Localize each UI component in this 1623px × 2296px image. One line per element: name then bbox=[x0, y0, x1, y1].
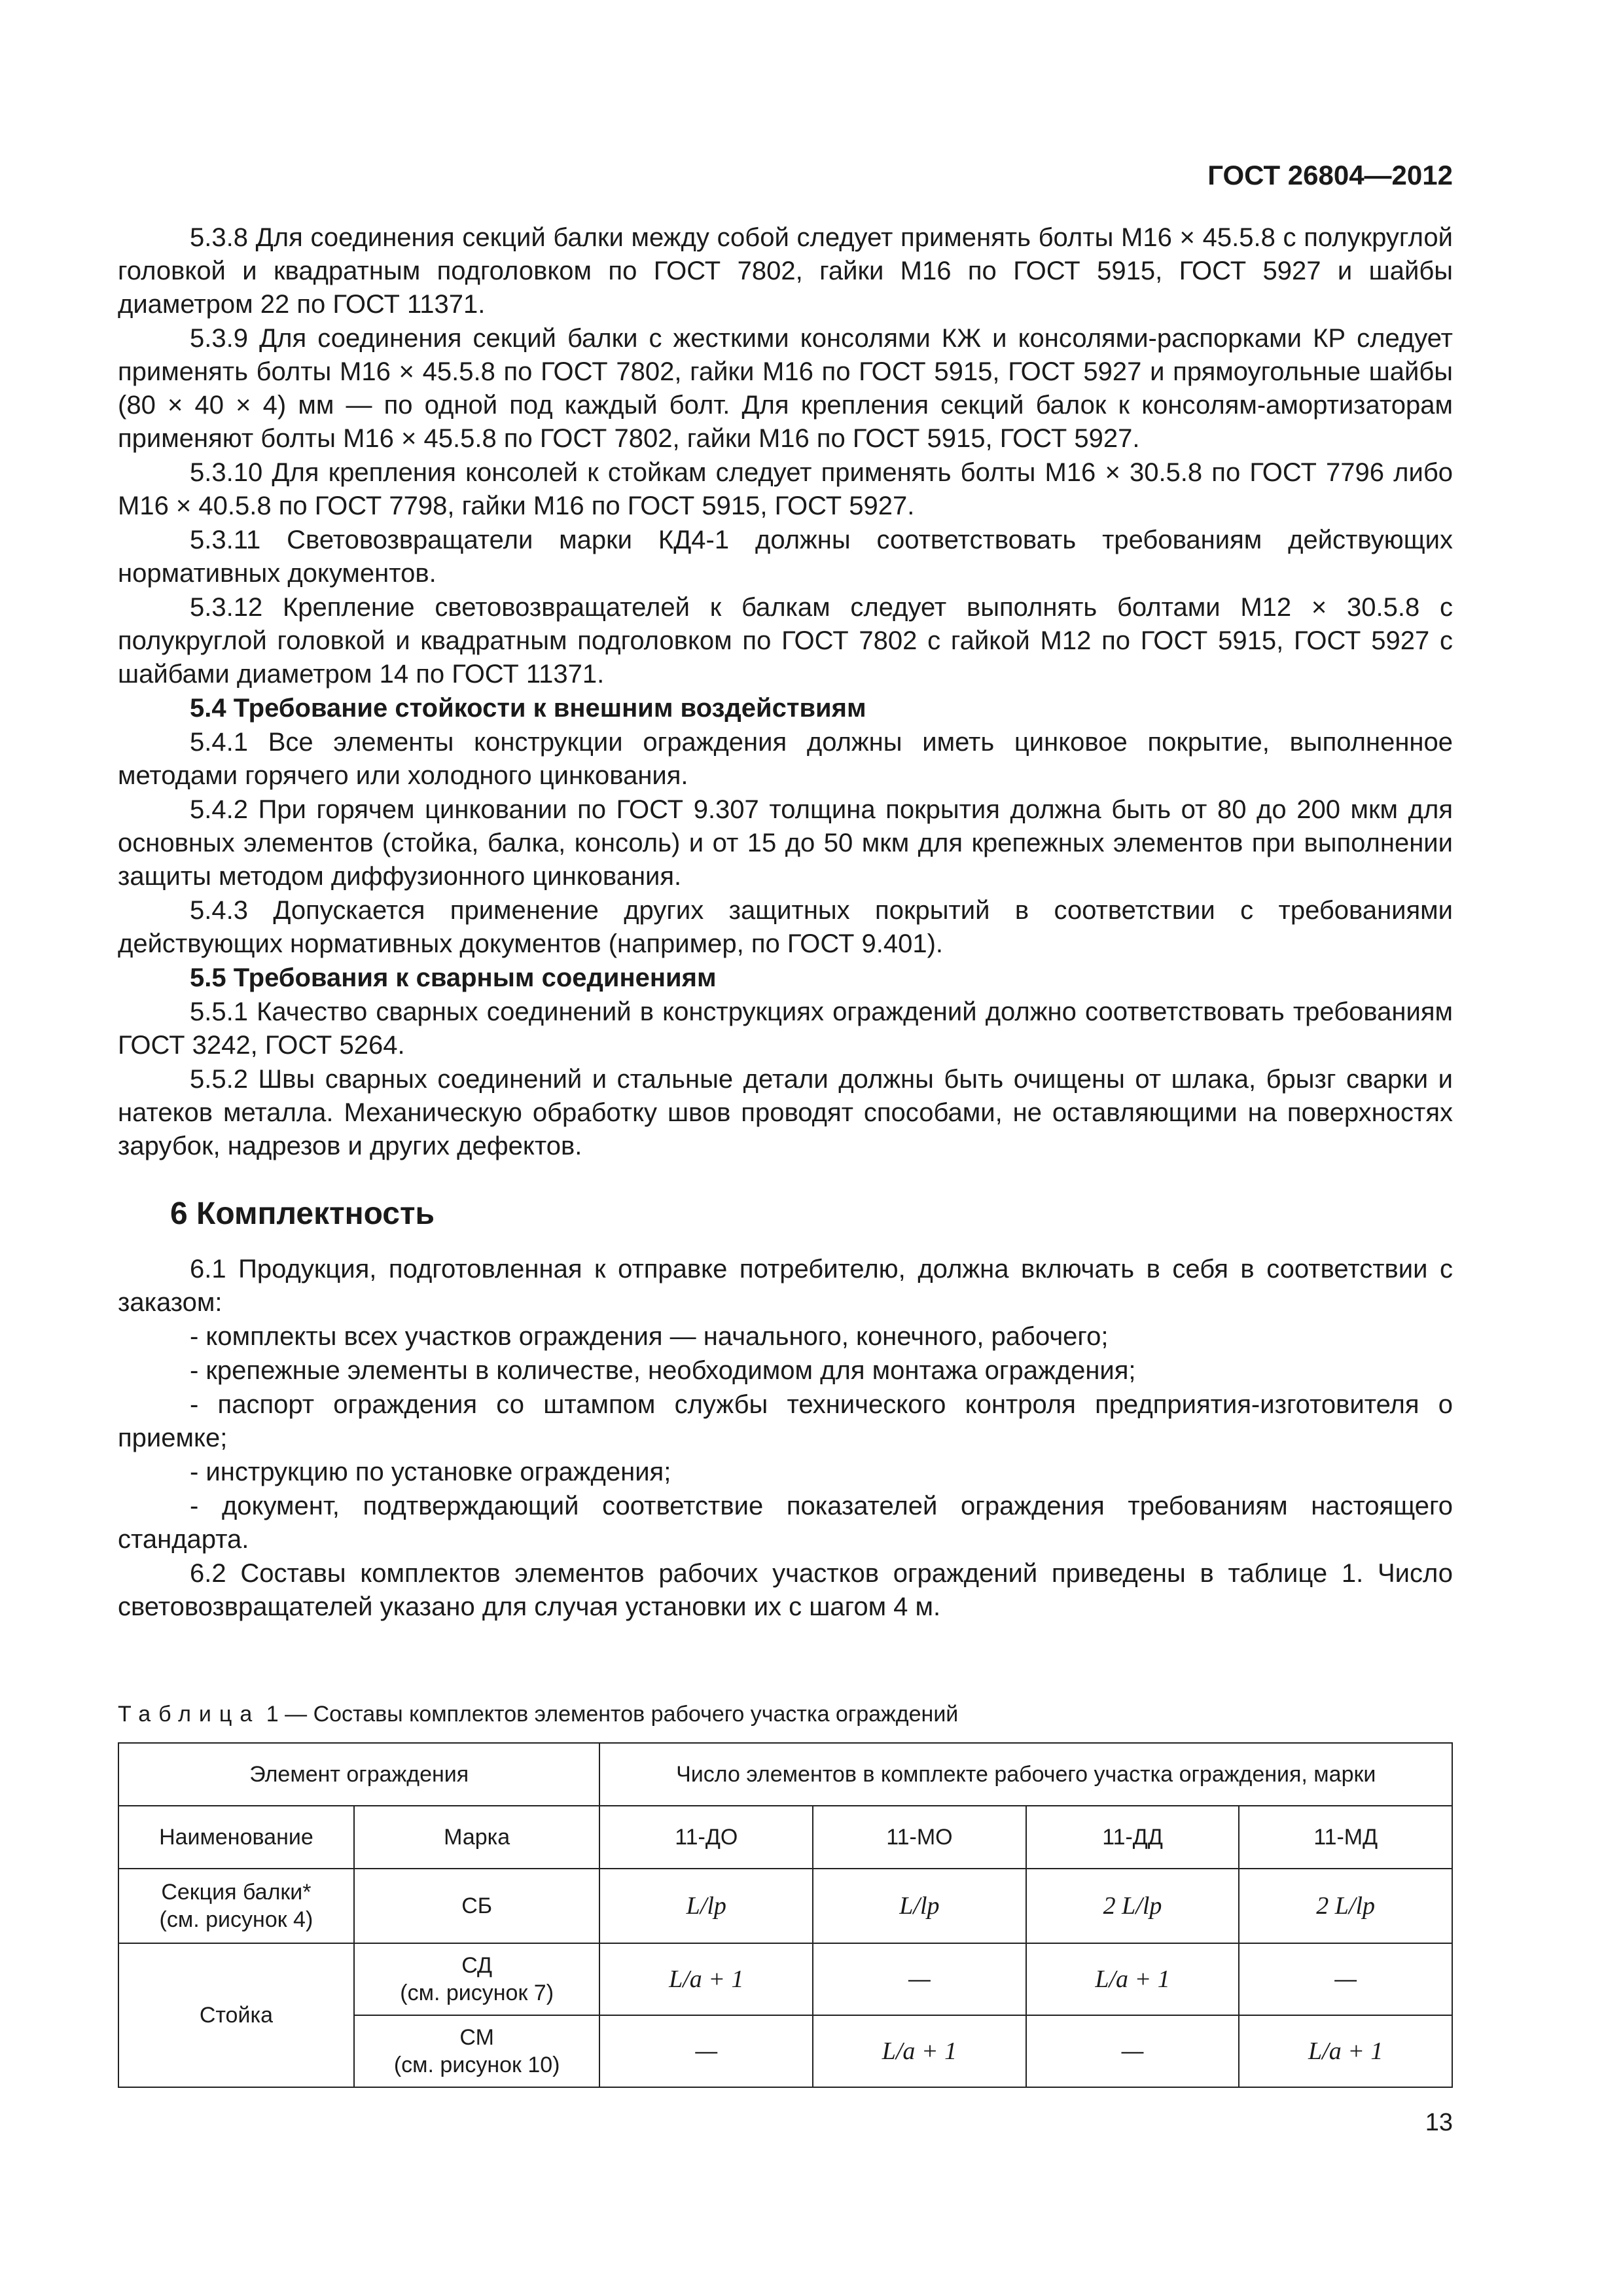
cell-value: — bbox=[813, 1943, 1026, 2015]
cell-value: L/a + 1 bbox=[599, 1943, 813, 2015]
section-heading-6: 6 Комплектность bbox=[170, 1196, 435, 1231]
header-mark-11-mo: 11-МО bbox=[813, 1806, 1026, 1869]
header-mark-11-md: 11-МД bbox=[1239, 1806, 1452, 1869]
cell-value: — bbox=[599, 2015, 813, 2087]
components-table bbox=[118, 1742, 1453, 2088]
section-heading-5-5: 5.5 Требования к сварным соединениям bbox=[190, 963, 717, 992]
cell-text: (см. рисунок 7) bbox=[400, 1981, 554, 2005]
cell-text: (см. рисунок 10) bbox=[393, 2053, 560, 2077]
header-mark: Марка bbox=[354, 1806, 600, 1869]
paragraph-5-4-1: 5.4.1 Все элементы конструкции ограждения должны иметь цинковое покрытие, выполненное методами горячего или холодного цинкования. bbox=[118, 728, 1453, 790]
header-count: Число элементов в комплекте рабочего участка ограждения, марки bbox=[599, 1743, 1452, 1806]
header-mark-11-dd: 11-ДД bbox=[1026, 1806, 1240, 1869]
document-body bbox=[118, 221, 1453, 1624]
list-item: - паспорт ограждения со штампом службы технического контроля предприятия-изготовителя о приемке; bbox=[118, 1390, 1453, 1452]
cell-value: 2 L/lр bbox=[1026, 1869, 1240, 1943]
table-row bbox=[118, 1869, 1452, 1943]
list-item: - инструкцию по установке ограждения; bbox=[190, 1458, 671, 1486]
cell-text: Секция балки* bbox=[161, 1880, 312, 1905]
cell-text: (см. рисунок 4) bbox=[159, 1907, 313, 1932]
list-item: - комплекты всех участков ограждения — начального, конечного, рабочего; bbox=[190, 1322, 1109, 1351]
cell-value: L/a + 1 bbox=[813, 2015, 1026, 2087]
page-number: 13 bbox=[1425, 2109, 1453, 2136]
cell-value: L/a + 1 bbox=[1239, 2015, 1452, 2087]
cell-sd-mark bbox=[354, 1943, 600, 2015]
cell-value: L/lр bbox=[813, 1869, 1026, 1943]
header-element: Элемент ограждения bbox=[118, 1743, 599, 1806]
header-mark-11-do: 11-ДО bbox=[599, 1806, 813, 1869]
header-name: Наименование bbox=[118, 1806, 354, 1869]
cell-beam-name bbox=[118, 1869, 354, 1943]
paragraph-5-5-1: 5.5.1 Качество сварных соединений в конструкциях ограждений должно соответствовать требованиям ГОСТ 3242, ГОСТ 5264. bbox=[118, 997, 1453, 1060]
cell-post-name: Стойка bbox=[118, 1943, 354, 2087]
paragraph-5-3-8: 5.3.8 Для соединения секций балки между собой следует применять болты М16 × 45.5.8 с полукруглой головкой и квадратным подголовком по ГОСТ 7802, гайки М16 по ГОСТ 5915, ГОСТ 5927 и шайбы диаметром 22 по ГОСТ 11371. bbox=[118, 223, 1453, 319]
table-caption-label: Таблица bbox=[118, 1702, 260, 1727]
cell-value: — bbox=[1239, 1943, 1452, 2015]
document-code-header: ГОСТ 26804—2012 bbox=[1207, 160, 1453, 190]
paragraph-5-3-9: 5.3.9 Для соединения секций балки с жесткими консолями КЖ и консолями-распорками КР следует применять болты М16 × 45.5.8 по ГОСТ 7802, гайки М16 по ГОСТ 5915, ГОСТ 5927 и прямоугольные шайбы (80 × 40 × 4) мм — по одной под каждый болт. Для крепления секций балок к консолям-амортизаторам применяют болты М16 × 45.5.8 по ГОСТ 7802, гайки М16 по ГОСТ 5915, ГОСТ 5927. bbox=[118, 324, 1453, 453]
cell-value: L/a + 1 bbox=[1026, 1943, 1240, 2015]
table-subheader-row bbox=[118, 1806, 1452, 1869]
paragraph-6-2: 6.2 Составы комплектов элементов рабочих участков ограждений приведены в таблице 1. Число световозвращателей указано для случая установки их с шагом 4 м. bbox=[118, 1559, 1453, 1621]
cell-beam-mark: СБ bbox=[354, 1869, 600, 1943]
table-row bbox=[118, 1943, 1452, 2015]
paragraph-5-5-2: 5.5.2 Швы сварных соединений и стальные детали должны быть очищены от шлака, брызг сварки и натеков металла. Механическую обработку швов проводят способами, не оставляющими на поверхностях зарубок, надрезов и других дефектов. bbox=[118, 1065, 1453, 1160]
paragraph-6-1: 6.1 Продукция, подготовленная к отправке потребителю, должна включать в себя в соответствии с заказом: bbox=[118, 1255, 1453, 1317]
list-item: - крепежные элементы в количестве, необходимом для монтажа ограждения; bbox=[190, 1356, 1136, 1385]
table-caption-text: 1 — Составы комплектов элементов рабочего участка ограждений bbox=[266, 1702, 959, 1727]
paragraph-5-4-2: 5.4.2 При горячем цинковании по ГОСТ 9.307 толщина покрытия должна быть от 80 до 200 мкм для основных элементов (стойка, балка, консоль) и от 15 до 50 мкм для крепежных элементов при выполнении защиты методом диффузионного цинкования. bbox=[118, 795, 1453, 891]
cell-value: — bbox=[1026, 2015, 1240, 2087]
cell-value: 2 L/lр bbox=[1239, 1869, 1452, 1943]
table-header-row bbox=[118, 1743, 1452, 1806]
table-caption bbox=[118, 1702, 958, 1727]
paragraph-5-3-11: 5.3.11 Световозвращатели марки КД4-1 должны соответствовать требованиям действующих нормативных документов. bbox=[118, 526, 1453, 588]
list-item: - документ, подтверждающий соответствие показателей ограждения требованиям настоящего стандарта. bbox=[118, 1492, 1453, 1554]
cell-value: L/lр bbox=[599, 1869, 813, 1943]
cell-text: СД bbox=[461, 1953, 493, 1978]
paragraph-5-3-10: 5.3.10 Для крепления консолей к стойкам следует применять болты М16 × 30.5.8 по ГОСТ 7796 либо М16 × 40.5.8 по ГОСТ 7798, гайки М16 по ГОСТ 5915, ГОСТ 5927. bbox=[118, 458, 1453, 520]
section-heading-5-4: 5.4 Требование стойкости к внешним воздействиям bbox=[190, 694, 866, 723]
cell-sm-mark bbox=[354, 2015, 600, 2087]
paragraph-5-4-3: 5.4.3 Допускается применение других защитных покрытий в соответствии с требованиями действующих нормативных документов (например, по ГОСТ 9.401). bbox=[118, 896, 1453, 958]
cell-text: СМ bbox=[459, 2025, 494, 2050]
paragraph-5-3-12: 5.3.12 Крепление световозвращателей к балкам следует выполнять болтами М12 × 30.5.8 с полукруглой головкой и квадратным подголовком по ГОСТ 7802 с гайкой М12 по ГОСТ 5915, ГОСТ 5927 с шайбами диаметром 14 по ГОСТ 11371. bbox=[118, 593, 1453, 689]
